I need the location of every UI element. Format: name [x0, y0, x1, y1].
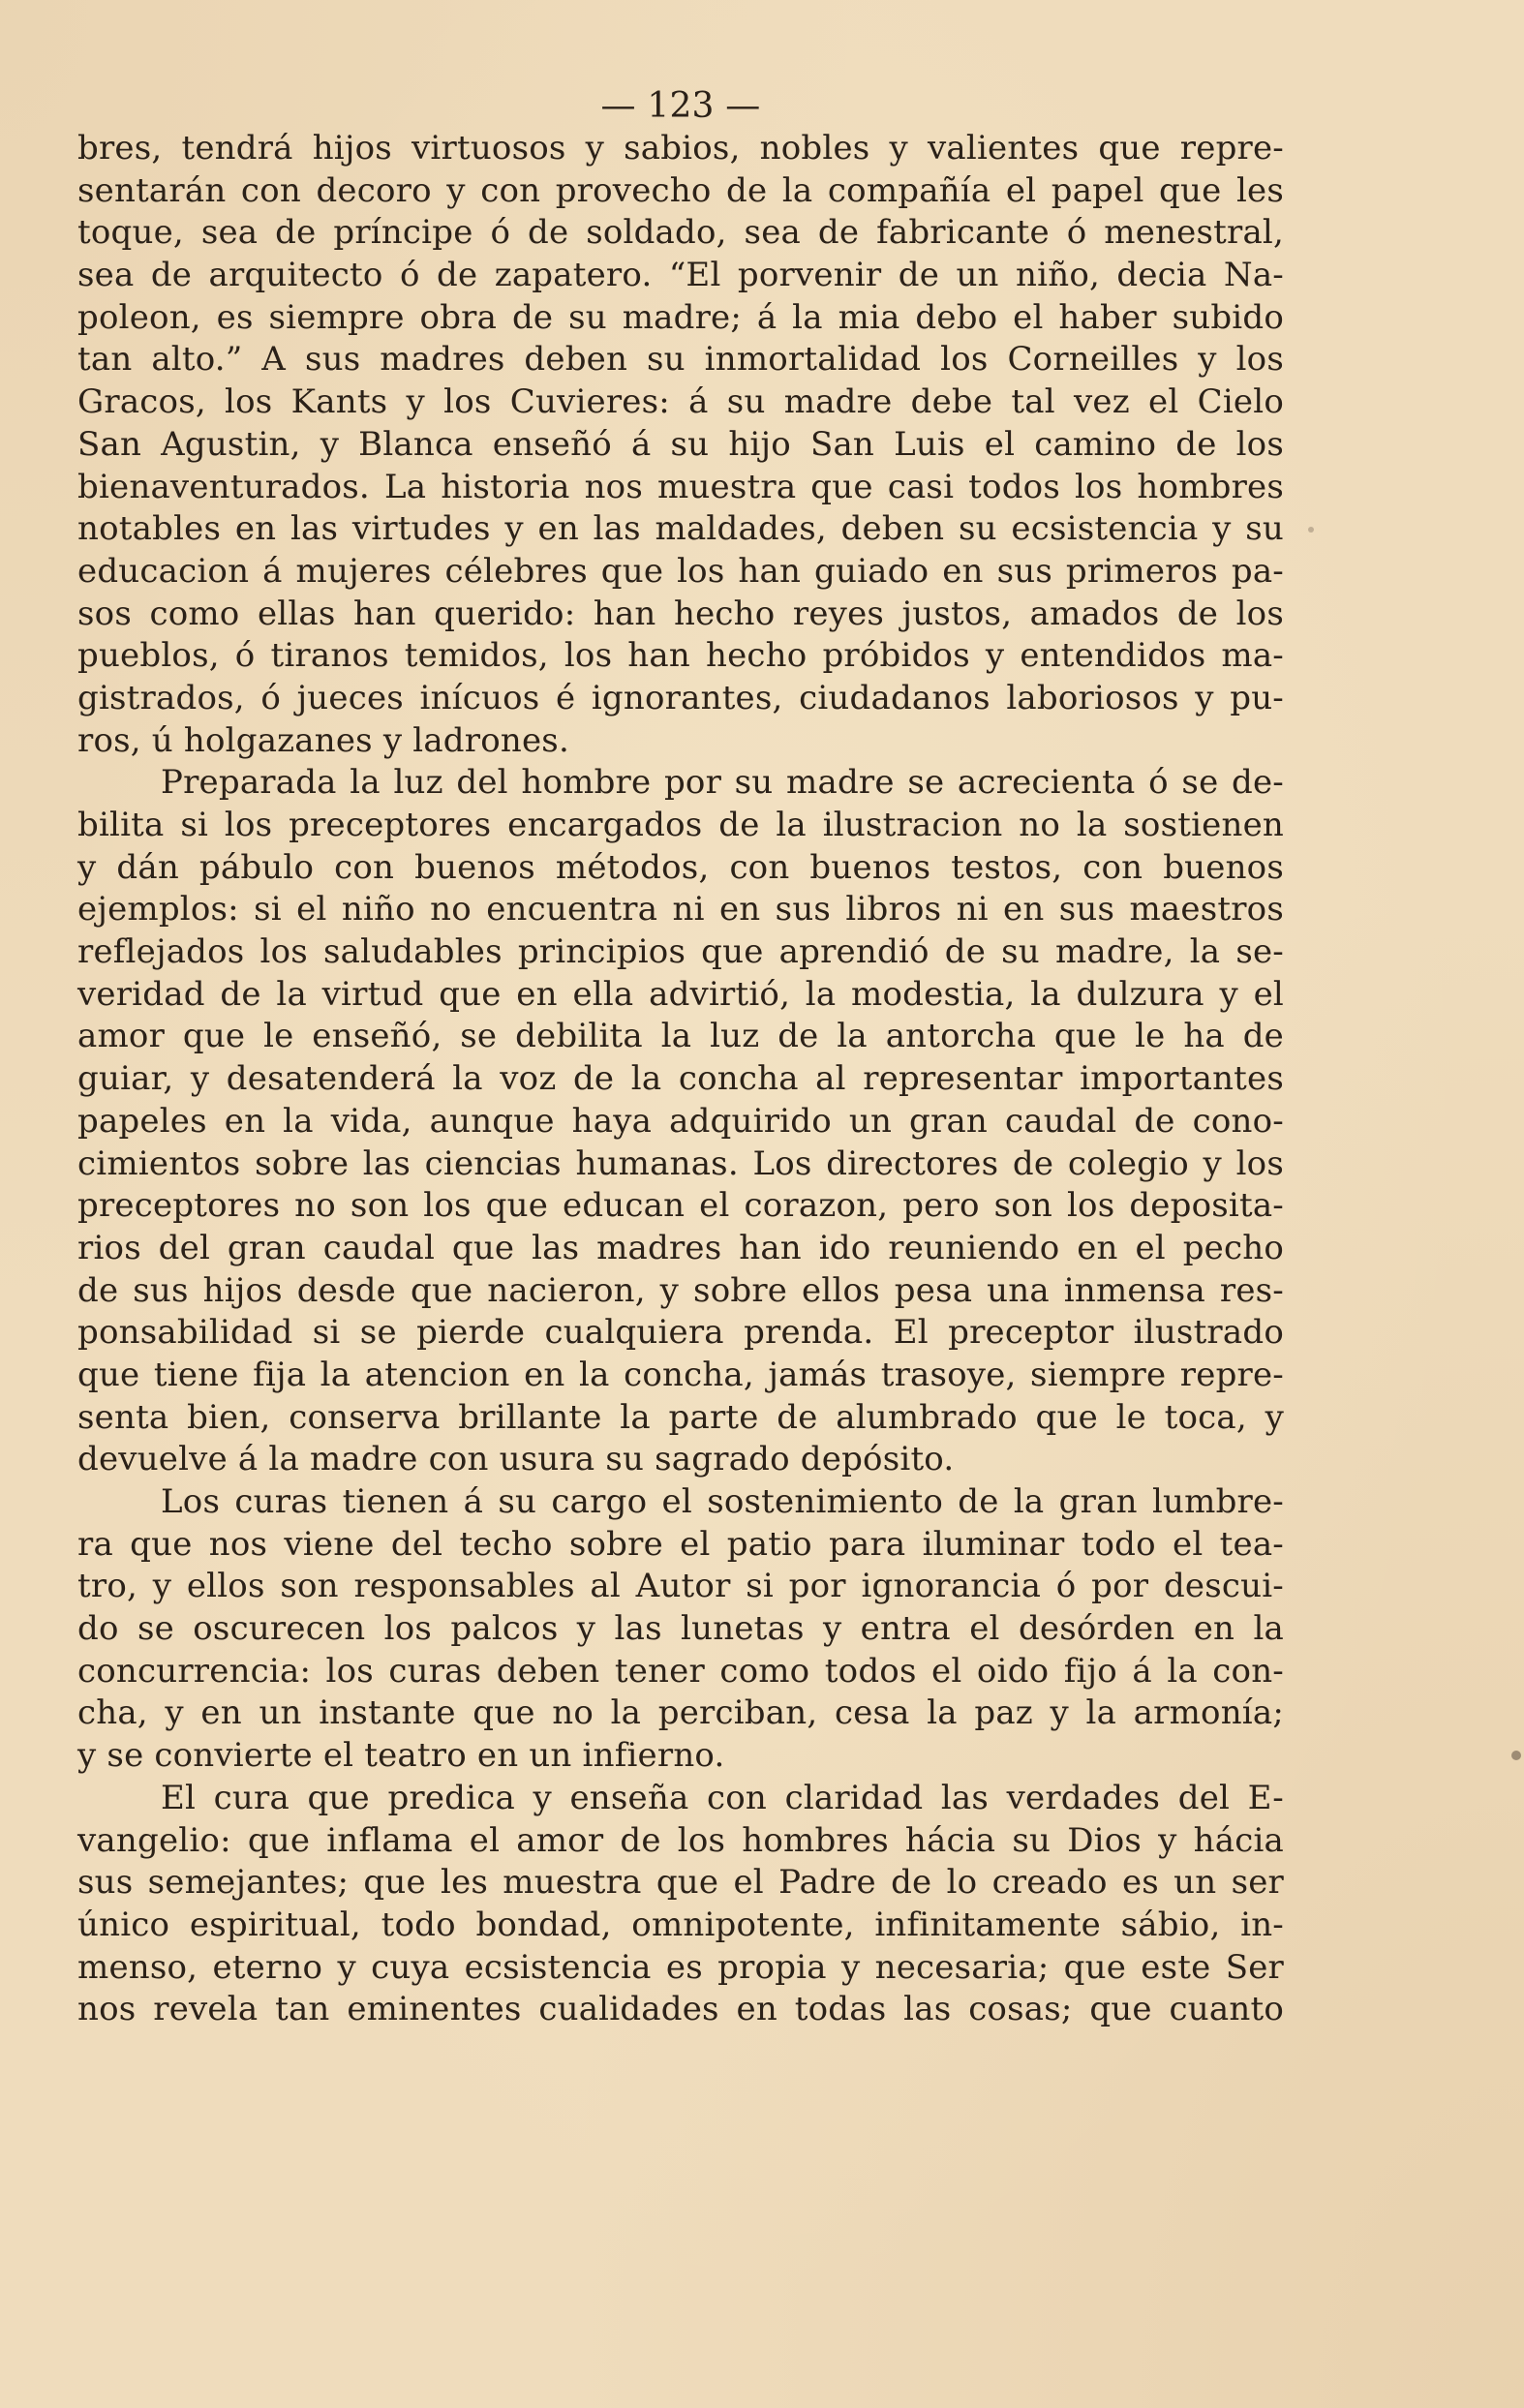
text-line: sos como ellas han querido: han hecho reyes justos, amados de los — [77, 594, 1284, 633]
text-line: vangelio: que inflama el amor de los hombres hácia su Dios y hácia — [77, 1820, 1284, 1860]
text-line: Los curas tienen á su cargo el sostenimiento de la gran lumbre- — [161, 1482, 1284, 1521]
text-line: notables en las virtudes y en las maldades, deben su ecsistencia y su — [77, 509, 1284, 549]
text-line: cha, y en un instante que no la perciban, cesa la paz y la armonía; — [77, 1693, 1284, 1733]
text-line: Preparada la luz del hombre por su madre se acrecienta ó se de- — [161, 763, 1284, 803]
text-line: sea de arquitecto ó de zapatero. “El porvenir de un niño, decia Na- — [77, 256, 1284, 295]
text-line: y dán pábulo con buenos métodos, con buenos testos, con buenos — [77, 847, 1284, 887]
text-line: ejemplos: si el niño no encuentra ni en sus libros ni en sus maestros — [77, 890, 1284, 930]
text-line: Gracos, los Kants y los Cuvieres: á su madre debe tal vez el Cielo — [77, 382, 1284, 422]
text-line: tro, y ellos son responsables al Autor si por ignorancia ó por descui- — [77, 1567, 1284, 1606]
text-line: ros, ú holgazanes y ladrones. — [77, 720, 569, 760]
text-line: bienaventurados. La historia nos muestra que casi todos los hombres — [77, 467, 1284, 506]
paragraph — [77, 762, 1284, 1481]
page-number: — 123 — — [600, 86, 761, 126]
ink-spot — [1511, 1751, 1521, 1760]
text-line: toque, sea de príncipe ó de soldado, sea de fabricante ó menestral, — [77, 213, 1284, 253]
text-line: preceptores no son los que educan el corazon, pero son los deposita- — [77, 1186, 1284, 1226]
text-line: que tiene fija la atencion en la concha, jamás trasoye, siempre repre- — [77, 1355, 1284, 1394]
text-line: y se convierte el teatro en un infierno. — [77, 1736, 725, 1776]
text-line: poleon, es siempre obra de su madre; á la mia debo el haber subido — [77, 297, 1284, 337]
text-line: ra que nos viene del techo sobre el patio para iluminar todo el tea- — [77, 1524, 1284, 1564]
text-line: amor que le enseñó, se debilita la luz de la antorcha que le ha de — [77, 1017, 1284, 1056]
paragraph — [77, 1778, 1284, 2031]
text-line: sus semejantes; que les muestra que el Padre de lo creado es un ser — [77, 1863, 1284, 1903]
text-line: ponsabilidad si se pierde cualquiera prenda. El preceptor ilustrado — [77, 1313, 1284, 1353]
text-line: pueblos, ó tiranos temidos, los han hecho próbidos y entendidos ma- — [77, 636, 1284, 676]
text-line: San Agustin, y Blanca enseñó á su hijo San Luis el camino de los — [77, 424, 1284, 464]
text-line: cimientos sobre las ciencias humanas. Los directores de colegio y los — [77, 1143, 1284, 1183]
text-line: concurrencia: los curas deben tener como todos el oido fijo á la con- — [77, 1651, 1284, 1691]
text-line: senta bien, conserva brillante la parte de alumbrado que le toca, y — [77, 1397, 1284, 1437]
text-line: rios del gran caudal que las madres han ido reuniendo en el pecho — [77, 1228, 1284, 1267]
text-line: único espiritual, todo bondad, omnipotente, infinitamente sábio, in- — [77, 1905, 1284, 1944]
text-line: de sus hijos desde que nacieron, y sobre ellos pesa una inmensa res- — [77, 1270, 1284, 1310]
text-line: educacion á mujeres célebres que los han guiado en sus primeros pa- — [77, 551, 1284, 591]
paragraph — [77, 1481, 1284, 1778]
text-line: tan alto.” A sus madres deben su inmortalidad los Corneilles y los — [77, 340, 1284, 380]
text-line: El cura que predica y enseña con claridad las verdades del E- — [161, 1778, 1284, 1817]
text-line: bilita si los preceptores encargados de la ilustracion no la sostienen — [77, 806, 1284, 844]
text-line: nos revela tan eminentes cualidades en todas las cosas; que cuanto — [77, 1990, 1284, 2029]
ink-spot — [1308, 527, 1314, 533]
text-line: gistrados, ó jueces inícuos é ignorantes, ciudadanos laboriosos y pu- — [77, 678, 1284, 717]
book-page — [77, 85, 1284, 2031]
text-line: do se oscurecen los palcos y las lunetas y entra el desórden en la — [77, 1609, 1284, 1649]
text-line: reflejados los saludables principios que aprendió de su madre, la se- — [77, 932, 1284, 972]
paragraph — [77, 128, 1284, 762]
text-line: guiar, y desatenderá la voz de la concha al representar importantes — [77, 1059, 1284, 1099]
text-line: menso, eterno y cuya ecsistencia es propia y necesaria; que este Ser — [77, 1947, 1284, 1987]
body-text — [77, 128, 1284, 2031]
text-line: sentarán con decoro y con provecho de la compañía el papel que les — [77, 170, 1284, 210]
text-line: bres, tendrá hijos virtuosos y sabios, nobles y valientes que repre- — [77, 129, 1284, 168]
text-line: papeles en la vida, aunque haya adquirido un gran caudal de cono- — [77, 1101, 1284, 1141]
text-line: veridad de la virtud que en ella advirtió, la modestia, la dulzura y el — [77, 974, 1284, 1014]
text-line: devuelve á la madre con usura su sagrado depósito. — [77, 1440, 955, 1479]
